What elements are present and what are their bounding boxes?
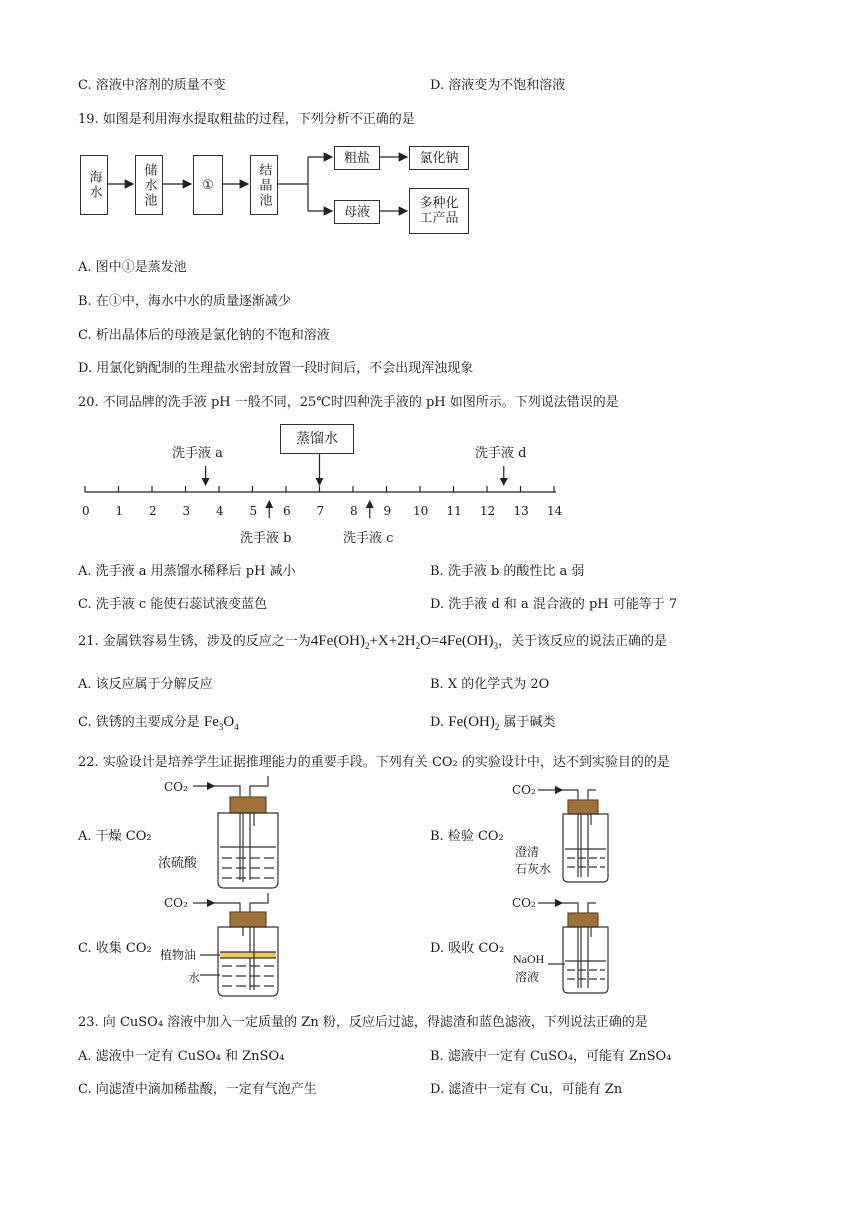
bottle-d-co2-label: CO₂ <box>512 896 536 910</box>
q22-option-d: D. 吸收 CO₂ <box>430 941 505 956</box>
q21-fe3o4: $Fe_3O_4$ <box>203 714 239 732</box>
bottle-c-water-label: 水 <box>188 971 201 985</box>
q21-feoh2: $Fe(OH)_2$ <box>448 714 500 732</box>
ph-tick-label: 14 <box>547 504 563 518</box>
bottle-b-liquid-label-1: 澄清 <box>515 845 540 859</box>
q20-option-b: B. 洗手液 b 的酸性比 a 弱 <box>430 564 585 579</box>
ph-tick-label: 5 <box>249 504 258 518</box>
q23-option-d: D. 滤渣中一定有 Cu，可能有 Zn <box>430 1082 623 1097</box>
label-handwash-c: 洗手液 c <box>343 531 394 546</box>
q21-option-b-text: B. X 的化学式为 2O <box>430 677 550 692</box>
box-storage-pool: 储水池 <box>135 155 163 215</box>
ph-tick-label: 4 <box>216 504 224 518</box>
q22-option-a: A. 干燥 CO₂ <box>78 829 152 844</box>
q19-stem: 19. 如图是利用海水提取粗盐的过程，下列分析不正确的是 <box>78 112 415 127</box>
q20-option-a: A. 洗手液 a 用蒸馏水稀释后 pH 减小 <box>78 564 296 579</box>
label-handwash-a: 洗手液 a <box>172 446 223 461</box>
q19-option-d: D. 用氯化钠配制的生理盐水密封放置一段时间后，不会出现浑浊现象 <box>78 361 474 376</box>
bottle-c-co2-label: CO₂ <box>164 896 188 910</box>
bottle-c-oil-label: 植物油 <box>160 948 197 962</box>
q21-option-d-pre: D. <box>430 715 449 730</box>
q23-option-b: B. 滤液中一定有 CuSO₄，可能有 ZnSO₄ <box>430 1049 672 1064</box>
box-crystal-pool: 结晶池 <box>250 155 278 215</box>
q19-option-a: A. 图中①是蒸发池 <box>78 260 187 275</box>
bottle-a <box>193 776 278 888</box>
ph-tick-label: 6 <box>283 504 291 518</box>
ph-tick-label: 10 <box>413 504 429 518</box>
products-line-1: 多种化 <box>419 196 459 211</box>
q18-option-d: D. 溶液变为不饱和溶液 <box>430 78 566 93</box>
bottle-b-co2-label: CO₂ <box>512 783 536 797</box>
ph-tick-label: 8 <box>350 504 358 518</box>
bottle-a-liquid-label: 浓硫酸 <box>158 856 198 871</box>
box-seawater: 海水 <box>80 155 108 215</box>
ph-tick-label: 7 <box>316 504 325 518</box>
label-handwash-b: 洗手液 b <box>240 531 292 546</box>
q23-stem: 23. 向 CuSO₄ 溶液中加入一定质量的 Zn 粉，反应后过滤，得滤渣和蓝色滤液，下列说法正确的是 <box>78 1015 648 1030</box>
q20-option-c: C. 洗手液 c 能使石蕊试液变蓝色 <box>78 597 268 612</box>
box-step-1: ① <box>193 155 223 215</box>
ph-tick-label: 1 <box>115 504 124 518</box>
q21-stem-post: ，关于该反应的说法正确的是 <box>498 634 668 649</box>
bottle-d-liquid-label-1: NaOH <box>513 952 545 966</box>
distilled-water-box: 蒸馏水 <box>280 424 354 454</box>
q18-option-c: C. 溶液中溶剂的质量不变 <box>78 78 226 93</box>
bottle-a-co2-label: CO₂ <box>164 780 188 794</box>
ph-tick-label: 3 <box>182 504 191 518</box>
bottle-b-liquid-label-2: 石灰水 <box>515 862 552 876</box>
q21-option-c-text: C. 铁锈的主要成分是 <box>78 715 204 730</box>
ph-tick-label: 13 <box>513 504 529 518</box>
q22-option-b: B. 检验 CO₂ <box>430 829 504 844</box>
bottle-c <box>193 893 278 996</box>
q23-option-c: C. 向滤渣中滴加稀盐酸，一定有气泡产生 <box>78 1082 317 1097</box>
q22-option-c: C. 收集 CO₂ <box>78 941 152 956</box>
ph-tick-label: 9 <box>383 504 392 518</box>
box-nacl: 氯化钠 <box>409 146 469 170</box>
label-handwash-d: 洗手液 d <box>475 446 527 461</box>
q22-stem: 22. 实验设计是培养学生证据推理能力的重要手段。下列有关 CO₂ 的实验设计中，达不到实验目的的是 <box>78 755 670 770</box>
box-mother-liquor: 母液 <box>334 200 380 224</box>
q21-equation: $4Fe(OH)_2+X+2H_2O=4Fe(OH)_3$ <box>310 633 499 651</box>
q21-option-a: A. 该反应属于分解反应 <box>78 677 213 692</box>
ph-tick-label: 2 <box>149 504 157 518</box>
q20-option-d: D. 洗手液 d 和 a 混合液的 pH 可能等于 7 <box>430 597 678 612</box>
q19-option-b: B. 在①中，海水中水的质量逐渐减少 <box>78 294 291 309</box>
q23-option-a: A. 滤液中一定有 CuSO₄ 和 ZnSO₄ <box>78 1049 285 1064</box>
ph-tick-label: 11 <box>446 504 462 518</box>
ph-tick-label: 0 <box>82 504 90 518</box>
q21-option-d-post: 属于碱类 <box>499 715 556 730</box>
q21-stem-pre: 21. 金属铁容易生锈，涉及的反应之一为 <box>78 634 311 649</box>
bottle-d <box>538 903 608 993</box>
bottle-d-liquid-label-2: 溶液 <box>515 970 540 984</box>
box-crude-salt: 粗盐 <box>334 146 380 170</box>
ph-tick-label: 12 <box>480 504 496 518</box>
q19-option-c: C. 析出晶体后的母液是氯化钠的不饱和溶液 <box>78 328 330 343</box>
products-line-2: 工产品 <box>419 211 459 226</box>
bottle-b <box>538 790 608 882</box>
q20-stem: 20. 不同品牌的洗手液 pH 一般不同，25℃时四种洗手液的 pH 如图所示。下列说法错误的是 <box>78 395 619 410</box>
